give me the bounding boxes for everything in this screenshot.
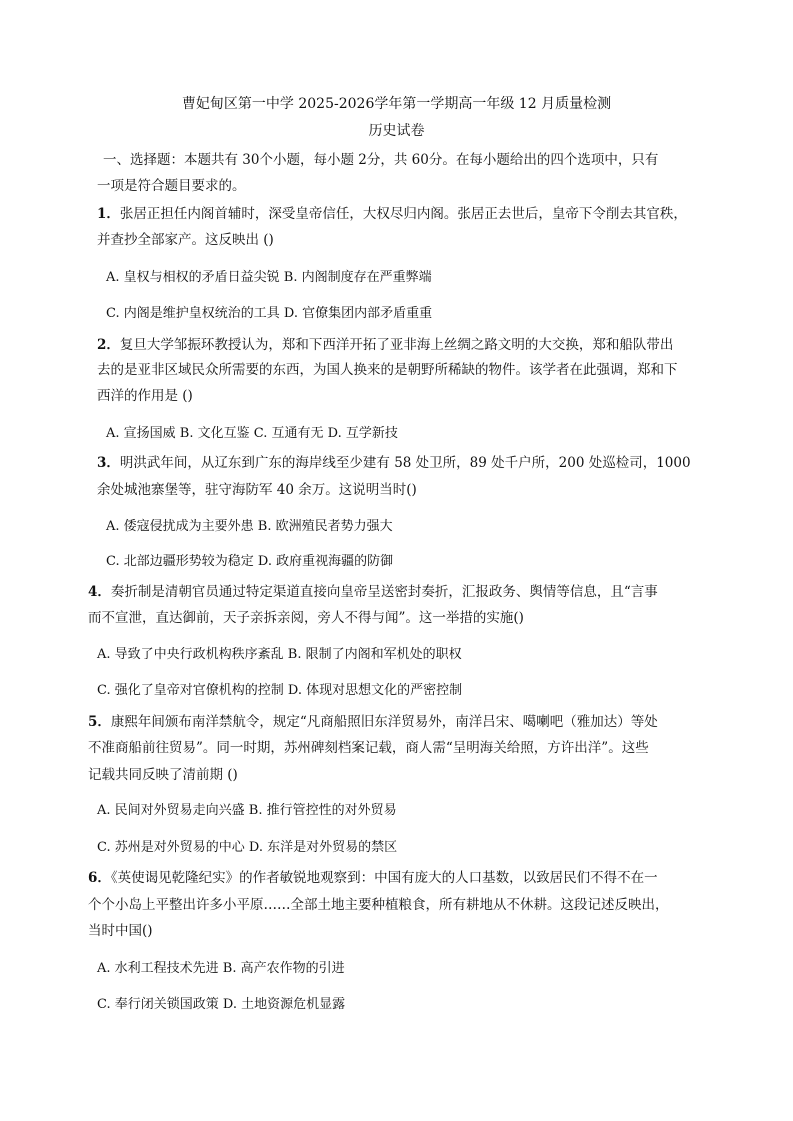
exam-title: 曹妃甸区第一中学 2025-2026学年第一学期高一年级 12 月质量检测 (181, 96, 612, 112)
question-4-line-1 (88, 582, 708, 602)
question-4-options-2: C. 强化了皇帝对官僚机构的控制 D. 体现对思想文化的严密控制 (97, 683, 463, 698)
question-1-options-1: A. 皇权与相权的矛盾日益尖锐 B. 内阁制度存在严重弊端 (106, 270, 432, 285)
question-3-options-1: A. 倭寇侵扰成为主要外患 B. 欧洲殖民者势力强大 (106, 519, 393, 534)
question-number: 5． (88, 714, 111, 730)
question-5-line-3: 记载共同反映了清前期 () (88, 767, 238, 783)
section-instruction-line-2: 一项是符合题目要求的。 (97, 178, 246, 194)
question-3-line-2: 余处城池寨堡等，驻守海防军 40 余万。这说明当时() (97, 482, 417, 498)
question-number: 3． (97, 455, 120, 471)
question-1-options-2: C. 内阁是维护皇权统治的工具 D. 官僚集团内部矛盾重重 (106, 306, 433, 321)
question-2-line-1 (97, 335, 717, 355)
question-text: 复旦大学邹振环教授认为，郑和下西洋开拓了亚非海上丝绸之路文明的大交换，郑和船队带出 (119, 337, 674, 353)
question-text: 奏折制是清朝官员通过特定渠道直接向皇帝呈送密封奏折，汇报政务、舆情等信息，且“言事 (110, 584, 658, 600)
question-2-line-3: 西洋的作用是 () (97, 388, 193, 404)
question-6-line-3: 当时中国() (88, 923, 153, 939)
question-number: 1． (97, 206, 120, 222)
question-number: 6． (88, 870, 111, 886)
question-text: 《英使谒见乾隆纪实》的作者敏锐地观察到：中国有庞大的人口基数，以致居民们不得不在一 (110, 870, 658, 886)
question-2-options-1: A. 宣扬国威 B. 文化互鉴 C. 互通有无 D. 互学新技 (106, 426, 398, 441)
question-5-options-1: A. 民间对外贸易走向兴盛 B. 推行管控性的对外贸易 (97, 803, 397, 818)
question-6-options-2: C. 奉行闭关锁国政策 D. 土地资源危机显露 (97, 997, 346, 1012)
question-1-line-2: 并查抄全部家产。这反映出 () (97, 232, 274, 248)
question-5-options-2: C. 苏州是对外贸易的中心 D. 东洋是对外贸易的禁区 (97, 840, 398, 855)
question-5-line-2: 不准商船前往贸易”。同一时期，苏州碑刻档案记载，商人需“呈明海关给照，方许出洋”。这些 (88, 740, 649, 756)
question-2-line-2: 去的是亚非区域民众所需要的东西，为国人换来的是朝野所稀缺的物件。该学者在此强调，郑和下 (97, 362, 678, 378)
question-3-line-1 (97, 453, 717, 473)
question-text: 张居正担任内阁首辅时，深受皇帝信任，大权尽归内阁。张居正去世后，皇帝下令削去其官秩， (119, 206, 687, 222)
section-instruction-line-1: 一、选择题：本题共有 30个小题，每小题 2分，共 60分。在每小题给出的四个选项中，只有 (103, 152, 659, 168)
question-number: 2． (97, 337, 120, 353)
question-5-line-1 (88, 712, 708, 732)
question-6-line-1 (88, 868, 708, 888)
question-4-options-1: A. 导致了中央行政机构秩序紊乱 B. 限制了内阁和军机处的职权 (97, 647, 462, 662)
exam-subject: 历史试卷 (368, 123, 425, 139)
question-3-options-2: C. 北部边疆形势较为稳定 D. 政府重视海疆的防御 (106, 554, 394, 569)
question-number: 4． (88, 584, 111, 600)
question-6-options-1: A. 水利工程技术先进 B. 高产农作物的引进 (97, 961, 345, 976)
question-1-line-1 (97, 204, 717, 224)
question-6-line-2: 个个小岛上平整出许多小平原……全部土地主要种植粮食，所有耕地从不休耕。这段记述反映出， (88, 897, 669, 913)
question-text: 康熙年间颁布南洋禁航令，规定“凡商船照旧东洋贸易外，南洋吕宋、噶喇吧（雅加达）等处 (110, 714, 658, 730)
question-text: 明洪武年间，从辽东到广东的海岸线至少建有 58 处卫所，89 处千户所，200 处巡检司，1000 (119, 455, 691, 471)
question-4-line-2: 而不宣泄，直达御前，天子亲拆亲阅，旁人不得与闻”。这一举措的实施() (88, 610, 524, 626)
